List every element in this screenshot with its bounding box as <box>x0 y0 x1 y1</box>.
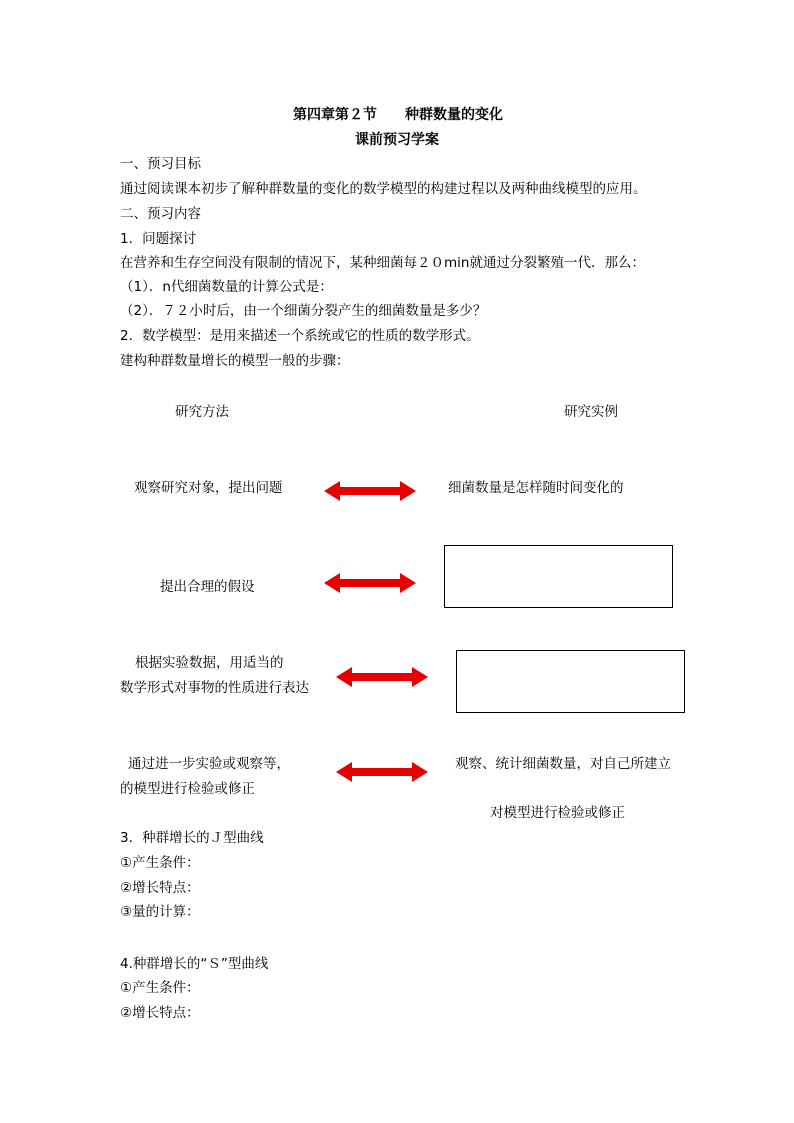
j-curve-calculation: ③量的计算： <box>120 904 200 920</box>
document-title: 第四章第２节 种群数量的变化 <box>293 107 503 123</box>
item1-question2: （2）．７２小时后，由一个细菌分裂产生的细菌数量是多少？ <box>120 303 487 319</box>
step3-answer-box[interactable] <box>456 650 685 713</box>
double-arrow-icon <box>324 573 416 593</box>
goals-text: 通过阅读课本初步了解种群数量的变化的数学模型的构建过程以及两种曲线模型的应用。 <box>120 181 647 197</box>
item2-steps-label: 建构种群数量增长的模型一般的步骤： <box>120 353 350 369</box>
item1-text: 在营养和生存空间没有限制的情况下，某种细菌每２０min就通过分裂繁殖一代．那么： <box>120 255 645 271</box>
s-curve-feature: ②增长特点： <box>120 1005 200 1021</box>
j-curve-feature: ②增长特点： <box>120 880 200 896</box>
item1-question1: （1）．n代细菌数量的计算公式是： <box>120 279 333 295</box>
item1-heading: 1．问题探讨 <box>120 231 197 247</box>
section-heading-content: 二、预习内容 <box>120 206 201 222</box>
j-curve-heading: 3．种群增长的Ｊ型曲线 <box>120 830 264 846</box>
s-curve-heading: 4.种群增长的“Ｓ”型曲线 <box>120 956 269 972</box>
step3-method-line1: 根据实验数据，用适当的 <box>135 655 284 671</box>
step4-method-line1: 通过进一步实验或观察等， <box>128 756 290 772</box>
step4-method-line2: 的模型进行检验或修正 <box>120 781 255 797</box>
double-arrow-icon <box>336 667 428 687</box>
step3-method-line2: 数学形式对事物的性质进行表达 <box>120 680 309 696</box>
s-curve-condition: ①产生条件： <box>120 980 200 996</box>
step2-method: 提出合理的假设 <box>160 579 255 595</box>
step4-example-line2: 对模型进行检验或修正 <box>490 805 625 821</box>
double-arrow-icon <box>324 481 416 501</box>
step2-answer-box[interactable] <box>444 545 673 608</box>
column-header-method: 研究方法 <box>175 404 229 420</box>
document-subtitle: 课前预习学案 <box>355 132 439 148</box>
step4-example-line1: 观察、统计细菌数量，对自己所建立 <box>455 756 671 772</box>
section-heading-goals: 一、预习目标 <box>120 156 201 172</box>
step1-method: 观察研究对象，提出问题 <box>134 480 283 496</box>
double-arrow-icon <box>336 762 428 782</box>
item2-heading: 2．数学模型：是用来描述一个系统或它的性质的数学形式。 <box>120 328 480 344</box>
j-curve-condition: ①产生条件： <box>120 855 200 871</box>
column-header-example: 研究实例 <box>564 404 618 420</box>
step1-example: 细菌数量是怎样随时间变化的 <box>448 480 624 496</box>
